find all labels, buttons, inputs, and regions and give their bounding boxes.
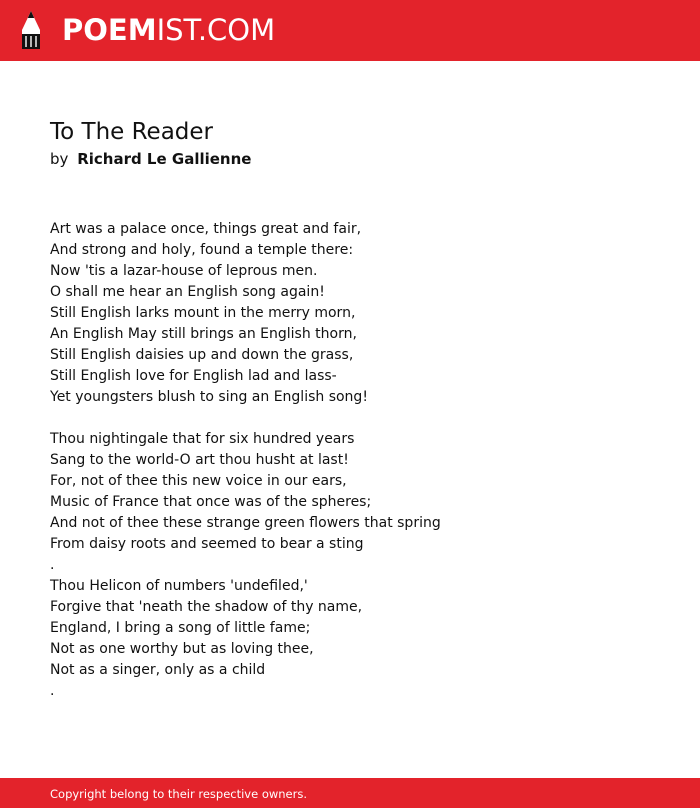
logo-bold-text: POEM [62, 13, 157, 47]
poem-line: And strong and holy, found a temple there: [50, 242, 354, 258]
poem-line: Now 'tis a lazar-house of leprous men. [50, 263, 318, 279]
poem-title: To The Reader [50, 119, 214, 145]
poem-line: Still English daisies up and down the grass, [50, 347, 354, 363]
site-logo[interactable] [62, 11, 275, 49]
poem-line: Yet youngsters blush to sing an English song! [50, 389, 368, 405]
poem-line: An English May still brings an English thorn, [50, 326, 357, 342]
poem-line: Not as a singer, only as a child [50, 662, 266, 678]
stanza-break [50, 408, 650, 429]
copyright-notice: Copyright belong to their respective owners. [50, 787, 308, 801]
poem-line: Thou nightingale that for six hundred years [50, 431, 355, 447]
poem-line: O shall me hear an English song again! [50, 284, 325, 300]
poem-line: Still English love for English lad and lass- [50, 368, 337, 384]
poem-line: Sang to the world-O art thou husht at last! [50, 452, 349, 468]
poem-line: For, not of thee this new voice in our ears, [50, 473, 347, 489]
poem-line: . [50, 683, 55, 699]
by-label: by [50, 150, 69, 168]
poem-line: Not as one worthy but as loving thee, [50, 641, 314, 657]
author-name: Richard Le Gallienne [77, 150, 252, 168]
pencil-logo-icon[interactable] [18, 10, 44, 52]
poem-line: Forgive that 'neath the shadow of thy name, [50, 599, 363, 615]
poem-line: Music of France that once was of the spheres; [50, 494, 372, 510]
poem-line: From daisy roots and seemed to bear a sting [50, 536, 364, 552]
site-header [0, 0, 700, 61]
poem-line: Still English larks mount in the merry morn, [50, 305, 356, 321]
poem-line: . [50, 557, 55, 573]
poem-line: Art was a palace once, things great and fair, [50, 221, 362, 237]
byline [50, 149, 251, 169]
poem-line: England, I bring a song of little fame; [50, 620, 311, 636]
logo-light-text: IST.COM [156, 13, 276, 47]
poem-line: And not of thee these strange green flowers that spring [50, 515, 441, 531]
poem-line: Thou Helicon of numbers 'undefiled,' [50, 578, 308, 594]
site-footer [0, 778, 700, 808]
poem-body [50, 219, 650, 702]
